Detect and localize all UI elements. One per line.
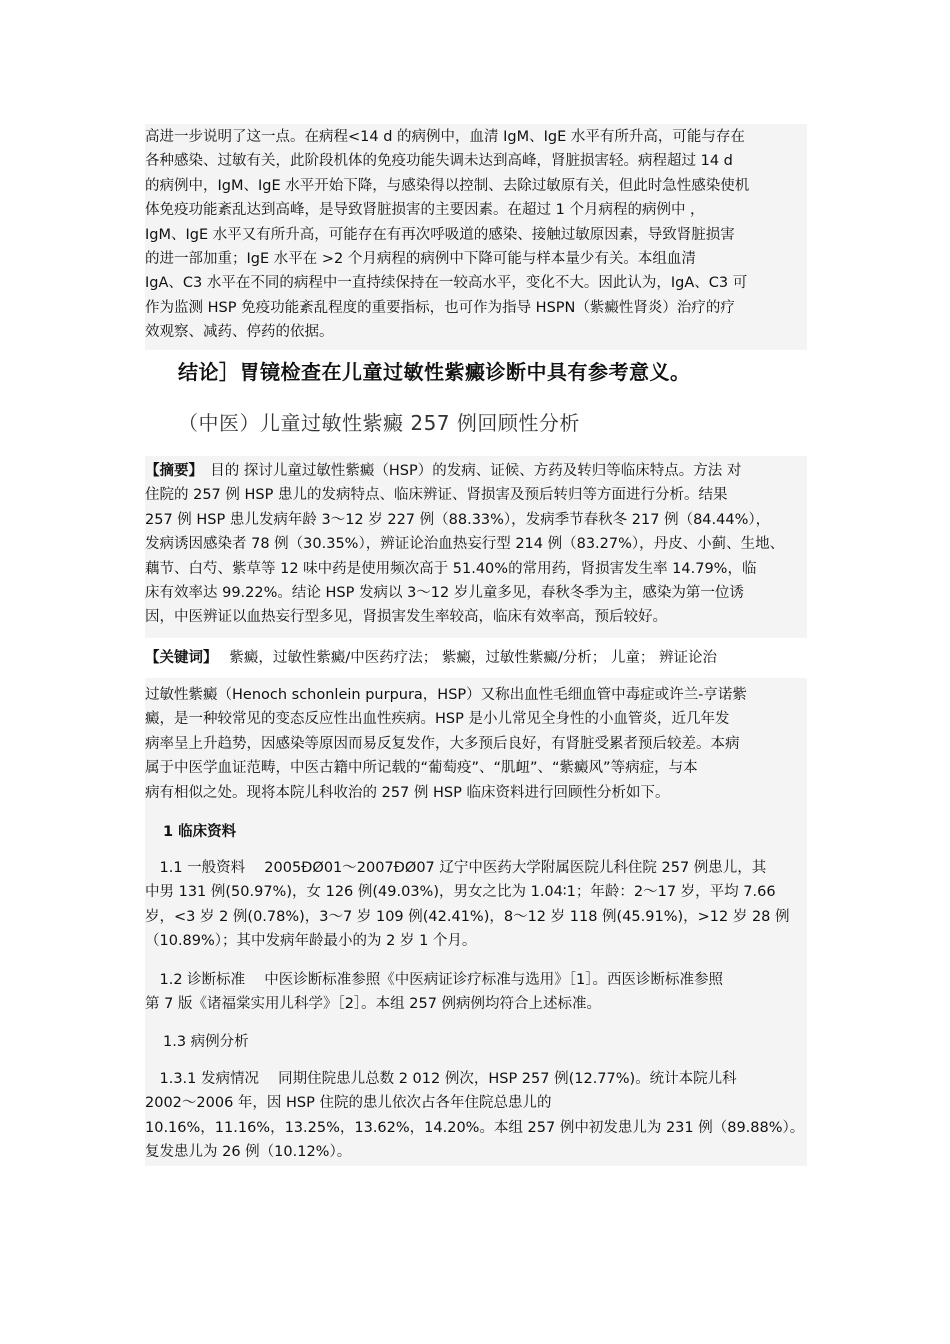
keywords-text: 紫癜，过敏性紫癜/中医药疗法； 紫癜，过敏性紫癜/分析； 儿童； 辨证论治 [210,650,717,666]
text-line: 257 例 HSP 患儿发病年龄 3～12 岁 227 例（88.33%），发病季节春秋冬 217 例（84.44%）， [145,511,771,528]
text-line: 复发患儿为 26 例（10.12%）。 [145,1144,352,1161]
text-line: 因，中医辨证以血热妄行型多见，肾损害发生率较高，临床有效率高，预后较好。 [145,609,667,626]
text-line: 效观察、减药、停药的依据。 [145,324,334,341]
article-title: （中医）儿童过敏性紫癜 257 例回顾性分析 [178,411,580,435]
text-line: 体免疫功能紊乱达到高峰，是导致肾脏损害的主要因素。在超过 1 个月病程的病例中 ， [145,202,705,219]
text-line: 2002～2006 年，因 HSP 住院的患儿依次占各年住院总患儿的 [145,1095,552,1112]
text-line: 岁，<3 岁 2 例(0.78%)，3～7 岁 109 例(42.41%)，8～12 岁 118 例(45.91%)，>12 岁 28 例 [145,908,790,925]
text-line: 1.1 一般资料 2005ÐØ01～2007ÐØ07 辽宁中医药大学附属医院儿科住院 257 例患儿，其 [145,860,767,876]
section-1-2-paragraph [145,968,807,1017]
conclusion-heading: 结论］胃镜检查在儿童过敏性紫癜诊断中具有参考意义。 [178,360,691,384]
text-line: IgA、C3 水平在不同的病程中一直持续保持在一较高水平，变化不大。因此认为，IgA、C3 可 [145,275,748,292]
text-line: IgM、IgE 水平又有所升高，可能存在有再次呼吸道的感染、接触过敏原因素，导致肾脏损害 [145,226,735,243]
text-line: 第 7 版《诸福棠实用儿科学》［2］。本组 257 例病例均符合上述标准。 [145,996,602,1013]
text-line: 1.2 诊断标准 中医诊断标准参照《中医病证诊疗标准与选用》［1］。西医诊断标准参照 [145,972,723,988]
keywords-line [145,646,807,670]
text-line: 各种感染、过敏有关，此阶段机体的免疫功能失调未达到高峰，肾脏损害轻。病程超过 14 d [145,153,733,170]
abstract-text: 目的 探讨儿童过敏性紫癜（HSP）的发病、证候、方药及转归等临床特点。方法 对 [195,463,742,479]
text-line: 的进一部加重；IgE 水平在 >2 个月病程的病例中下降可能与样本量少有关。本组血清 [145,251,696,268]
text-line: 高进一步说明了这一点。在病程<14 d 的病例中，血清 IgM、IgE 水平有所升高，可能与存在 [145,129,745,145]
abstract-paragraph [145,459,807,630]
text-line: 中男 131 例(50.97%)，女 126 例(49.03%)，男女之比为 1.04∶1；年龄：2～17 岁，平均 7.66 [145,884,776,901]
text-line: 病率呈上升趋势，因感染等原因而易反复发作，大多预后良好，有肾脏受累者预后较差。本病 [145,735,740,752]
text-line: 过敏性紫癜（Henoch schonlein purpura，HSP）又称出血性毛细血管中毒症或许兰-亨诺紫 [145,687,747,703]
text-line: 癜，是一种较常见的变态反应性出血性疾病。HSP 是小儿常见全身性的小血管炎，近几年发 [145,711,730,728]
text-line: 1.3.1 发病情况 同期住院患儿总数 2 012 例次，HSP 257 例(12.77%)。统计本院儿科 [145,1071,737,1087]
text-line: 发病诱因感染者 78 例（30.35%），辨证论治血热妄行型 214 例（83.27%），丹皮、小蓟、生地、 [145,536,785,553]
text-line: 床有效率达 99.22%。结论 HSP 发病以 3～12 岁儿童多见，春秋冬季为主，感染为第一位诱 [145,585,744,602]
section-heading: 1 临床资料 [163,824,237,840]
text-line: 的病例中，IgM、IgE 水平开始下降，与感染得以控制、去除过敏原有关，但此时急性感染使机 [145,177,750,194]
text-line: 住院的 257 例 HSP 患儿的发病特点、临床辨证、肾损害及预后转归等方面进行分析。结果 [145,487,728,504]
text-line: 病有相似之处。现将本院儿科收治的 257 例 HSP 临床资料进行回顾性分析如下。 [145,784,670,801]
text-line: 10.16%，11.16%，13.25%，13.62%，14.20%。本组 257 例中初发患儿为 231 例（89.88%）。 [145,1119,805,1136]
text-line: 属于中医学血证范畴，中医古籍中所记载的“葡萄疫”、“肌衄”、“紫癜风”等病症，与本 [145,760,698,777]
section-1-1-paragraph [145,856,807,954]
keywords-label: 【关键词】 [145,650,211,666]
body-paragraph [145,683,807,805]
section-1-3-1-paragraph [145,1067,807,1165]
intro-paragraph [145,125,807,345]
abstract-label: 【摘要】 [145,463,196,479]
text-line: 藕节、白芍、紫草等 12 味中药是使用频次高于 51.40%的常用药，肾损害发生率 14.79%，临 [145,560,757,577]
text-line: 作为监测 HSP 免疫功能紊乱程度的重要指标，也可作为指导 HSPN（紫癜性肾炎）治疗的疗 [145,299,735,316]
text-line: （10.89%）；其中发病年龄最小的为 2 岁 1 个月。 [145,933,477,950]
subsection-heading: 1.3 病例分析 [163,1034,249,1050]
abstract-first-line [145,459,807,483]
